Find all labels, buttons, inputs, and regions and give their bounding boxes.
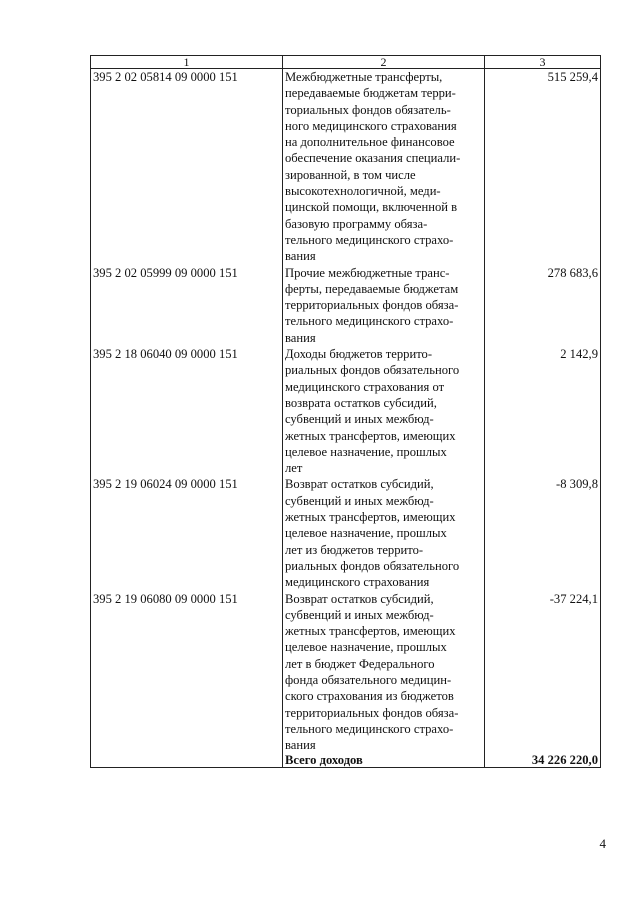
description-line: территориальных фондов обяза- [285, 705, 459, 720]
description-line: целевое назначение, прошлых [285, 526, 447, 541]
amount: 515 259,4 [485, 69, 601, 265]
description-line: Возврат остатков субсидий, [285, 477, 434, 492]
description-line: жетных трансфертов, имеющих [285, 510, 456, 525]
budget-code: 395 2 02 05814 09 0000 151 [91, 69, 283, 265]
description-line: ториальных фондов обязатель- [285, 102, 451, 117]
column-header-code: 1 [91, 56, 283, 69]
description-line: тельного медицинского страхо- [285, 721, 454, 736]
description-line: вания [285, 738, 316, 753]
description-line: жетных трансфертов, имеющих [285, 428, 456, 443]
description-line: субвенций и иных межбюд- [285, 412, 434, 427]
table-row [91, 69, 601, 265]
table-row [91, 591, 601, 754]
column-header-amount: 3 [485, 56, 601, 69]
description-line: возврата остатков субсидий, [285, 395, 437, 410]
description-line: цинской помощи, включенной в [285, 200, 458, 215]
total-code-empty [91, 753, 283, 768]
description-line: фонда обязательного медицин- [285, 672, 452, 687]
description-line: медицинского страхования от [285, 379, 445, 394]
column-header-name: 2 [283, 56, 485, 69]
income-description [283, 265, 485, 346]
income-table [90, 55, 601, 768]
income-description [283, 476, 485, 590]
description-line: на дополнительное финансовое [285, 135, 455, 150]
description-line: целевое назначение, прошлых [285, 444, 447, 459]
amount: -37 224,1 [485, 591, 601, 754]
description-line: тельного медицинского страхо- [285, 314, 454, 329]
description-line: обеспечение оказания специали- [285, 151, 461, 166]
total-amount: 34 226 220,0 [485, 753, 601, 768]
amount: -8 309,8 [485, 476, 601, 590]
description-line: передаваемые бюджетам терри- [285, 86, 456, 101]
description-line: медицинского страхования [285, 575, 430, 590]
total-label: Всего доходов [283, 753, 485, 768]
description-line: вания [285, 330, 316, 345]
income-description [283, 591, 485, 754]
budget-code: 395 2 02 05999 09 0000 151 [91, 265, 283, 346]
description-line: тельного медицинского страхо- [285, 232, 454, 247]
header-row [91, 56, 601, 69]
budget-code: 395 2 19 06024 09 0000 151 [91, 476, 283, 590]
budget-code: 395 2 19 06080 09 0000 151 [91, 591, 283, 754]
income-description [283, 69, 485, 265]
budget-code: 395 2 18 06040 09 0000 151 [91, 346, 283, 476]
description-line: Межбюджетные трансферты, [285, 70, 443, 84]
description-line: лет из бюджетов террито- [285, 542, 424, 557]
description-line: вания [285, 249, 316, 264]
description-line: территориальных фондов обяза- [285, 298, 459, 313]
description-line: риальных фондов обязательного [285, 363, 460, 378]
description-line: ного медицинского страхования [285, 118, 457, 133]
description-line: Возврат остатков субсидий, [285, 591, 434, 606]
page-number: 4 [599, 836, 606, 851]
description-line: базовую программу обяза- [285, 216, 428, 231]
description-line: высокотехнологичной, меди- [285, 184, 441, 199]
description-line: риальных фондов обязательного [285, 558, 460, 573]
description-line: целевое назначение, прошлых [285, 640, 447, 655]
description-line: жетных трансфертов, имеющих [285, 624, 456, 639]
description-line: зированной, в том числе [285, 167, 416, 182]
description-line: ферты, передаваемые бюджетам [285, 281, 459, 296]
table-row [91, 476, 601, 590]
description-line: ского страхования из бюджетов [285, 689, 454, 704]
table-row [91, 346, 601, 476]
table-row [91, 265, 601, 346]
description-line: субвенций и иных межбюд- [285, 493, 434, 508]
description-line: лет в бюджет Федерального [285, 656, 435, 671]
description-line: Доходы бюджетов террито- [285, 347, 433, 362]
description-line: лет [285, 461, 303, 476]
description-line: Прочие межбюджетные транс- [285, 265, 450, 280]
amount: 2 142,9 [485, 346, 601, 476]
income-description [283, 346, 485, 476]
amount: 278 683,6 [485, 265, 601, 346]
description-line: субвенций и иных межбюд- [285, 607, 434, 622]
total-row [91, 753, 601, 768]
